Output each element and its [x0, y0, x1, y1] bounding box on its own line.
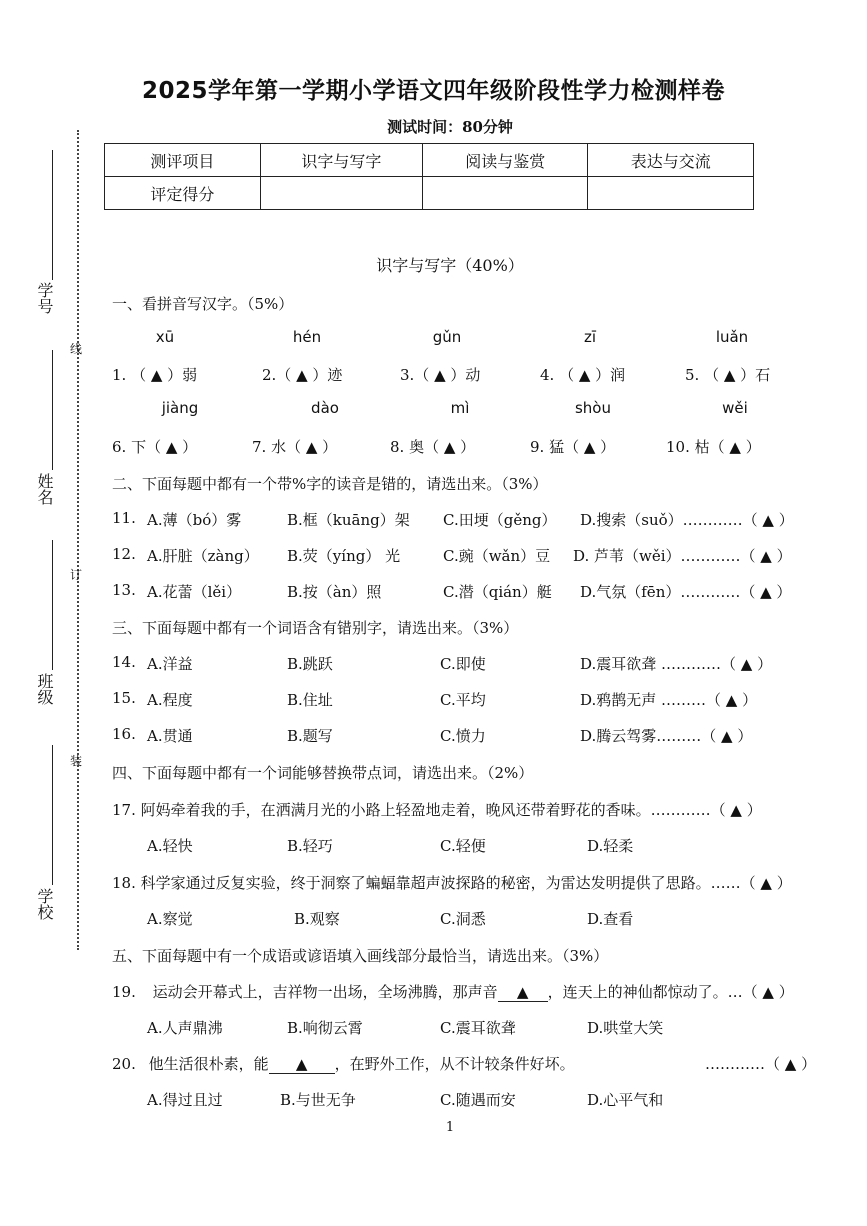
student-id-label: 学号: [35, 282, 54, 314]
question-number: 12.: [112, 545, 136, 563]
option-a[interactable]: A.察觉: [147, 910, 193, 928]
option-c[interactable]: C.田埂（gěng）: [443, 511, 557, 529]
score-input-reading[interactable]: [423, 177, 588, 210]
pinyin: luǎn: [715, 328, 749, 346]
question-stem-19[interactable]: [112, 981, 794, 1002]
score-cell-label: 评定得分: [105, 177, 261, 210]
answer-blank-q2[interactable]: 2.（ ▲ ）迹: [262, 366, 343, 384]
option-d[interactable]: D.震耳欲聋 …………（ ▲ ）: [580, 655, 773, 673]
test-duration: 测试时间：80分钟: [387, 118, 513, 136]
question-number: 14.: [112, 653, 136, 671]
option-c[interactable]: C.愤力: [440, 727, 486, 745]
pinyin: gǔn: [432, 328, 462, 346]
option-b[interactable]: B.框（kuāng）架: [287, 511, 410, 529]
binding-char-zhuang: 装: [70, 754, 83, 768]
option-b[interactable]: B.题写: [287, 727, 333, 745]
part2-heading: 二、下面每题中都有一个带%字的读音是错的，请选出来。（3%）: [112, 475, 548, 493]
option-a[interactable]: A.肝脏（zàng）: [147, 547, 259, 565]
score-cell-literacy: 识字与写字: [260, 144, 422, 177]
answer-slot-20[interactable]: …………（ ▲ ）: [705, 1055, 817, 1073]
answer-blank-q7[interactable]: 7. 水（ ▲ ）: [252, 438, 338, 456]
option-c[interactable]: C.洞悉: [440, 910, 486, 928]
answer-blank-q4[interactable]: 4. （ ▲ ）润: [540, 366, 626, 384]
score-table: [104, 143, 754, 210]
option-a[interactable]: A.洋益: [147, 655, 193, 673]
option-c[interactable]: C.随遇而安: [440, 1091, 516, 1109]
option-b[interactable]: B.按（àn）照: [287, 583, 382, 601]
option-a[interactable]: A.得过且过: [147, 1091, 223, 1109]
option-c[interactable]: C.平均: [440, 691, 486, 709]
exam-title: 2025学年第一学期小学语文四年级阶段性学力检测样卷: [141, 78, 725, 104]
pinyin: mì: [450, 399, 470, 417]
answer-blank-q10[interactable]: 10. 枯（ ▲ ）: [666, 438, 761, 456]
class-line[interactable]: [52, 540, 53, 670]
school-label: 学校: [35, 888, 54, 920]
option-a[interactable]: A.薄（bó）雾: [147, 511, 242, 529]
pinyin: dào: [311, 399, 339, 417]
score-table-score-row: [105, 177, 754, 210]
question-number: 13.: [112, 581, 136, 599]
option-d[interactable]: D.心平气和: [587, 1091, 664, 1109]
stem-after: ，在野外工作，从不计较条件好坏。: [334, 1055, 575, 1073]
option-a[interactable]: A.贯通: [147, 727, 193, 745]
option-d[interactable]: D.腾云驾雾………（ ▲ ）: [580, 727, 753, 745]
score-input-literacy[interactable]: [260, 177, 422, 210]
question-number: 20.: [112, 1055, 136, 1073]
option-b[interactable]: B.荧（yíng） 光: [287, 547, 401, 565]
option-b[interactable]: B.与世无争: [280, 1091, 356, 1109]
option-a[interactable]: A.轻快: [147, 837, 193, 855]
name-label: 姓名: [35, 473, 54, 505]
name-line[interactable]: [52, 350, 53, 470]
option-b[interactable]: B.响彻云霄: [287, 1019, 363, 1037]
stem-before: 运动会开幕式上，吉祥物一出场，全场沸腾，那声音: [152, 983, 498, 1001]
pinyin: zī: [583, 328, 597, 346]
option-d[interactable]: D.鸦鹊无声 ………（ ▲ ）: [580, 691, 758, 709]
pinyin: xū: [155, 328, 175, 346]
answer-blank-q5[interactable]: 5. （ ▲ ）石: [685, 366, 771, 384]
answer-blank-q3[interactable]: 3.（ ▲ ）动: [400, 366, 481, 384]
option-d[interactable]: D.搜索（suǒ）…………（ ▲ ）: [580, 511, 794, 529]
section-title: 识字与写字（40%）: [376, 256, 524, 275]
part5-heading: 五、下面每题中有一个成语或谚语填入画线部分最恰当，请选出来。（3%）: [112, 947, 609, 965]
answer-blank-q6[interactable]: 6. 下（ ▲ ）: [112, 438, 198, 456]
option-a[interactable]: A.程度: [147, 691, 193, 709]
page-number: 1: [445, 1120, 455, 1135]
stem-after: ，连天上的神仙都惊动了。…（ ▲ ）: [547, 983, 794, 1001]
pinyin: shòu: [574, 399, 611, 417]
question-number: 16.: [112, 725, 136, 743]
score-table-header-row: [105, 144, 754, 177]
option-c[interactable]: C.豌（wǎn）豆: [443, 547, 551, 565]
option-a[interactable]: A.花蕾（lěi）: [147, 583, 242, 601]
pinyin: hén: [292, 328, 322, 346]
option-b[interactable]: B.住址: [287, 691, 333, 709]
option-a[interactable]: A.人声鼎沸: [147, 1019, 223, 1037]
score-input-expression[interactable]: [588, 177, 754, 210]
binding-char-ding: 订: [70, 568, 83, 582]
stem-before: 他生活很朴素，能: [148, 1055, 269, 1073]
answer-blank-q1[interactable]: 1. （ ▲ ）弱: [112, 366, 198, 384]
fill-blank[interactable]: ▲: [498, 983, 548, 1002]
option-c[interactable]: C.轻便: [440, 837, 486, 855]
question-number: 15.: [112, 689, 136, 707]
answer-blank-q9[interactable]: 9. 猛（ ▲ ）: [530, 438, 616, 456]
question-number: 19.: [112, 983, 136, 1001]
score-cell-reading: 阅读与鉴赏: [423, 144, 588, 177]
part3-heading: 三、下面每题中都有一个词语含有错别字，请选出来。（3%）: [112, 619, 519, 637]
class-label: 班级: [35, 673, 54, 705]
part1-heading: 一、看拼音写汉字。（5%）: [112, 295, 294, 313]
answer-blank-q8[interactable]: 8. 奥（ ▲ ）: [390, 438, 476, 456]
binding-char-xian: 线: [70, 342, 83, 356]
score-cell-expression: 表达与交流: [588, 144, 754, 177]
question-number: 11.: [112, 509, 136, 527]
option-c[interactable]: C.即使: [440, 655, 486, 673]
school-line[interactable]: [52, 745, 53, 885]
option-c[interactable]: C.潜（qián）艇: [443, 583, 552, 601]
question-stem-17[interactable]: 17. 阿妈牵着我的手，在洒满月光的小路上轻盈地走着，晚风还带着野花的香味。…………（ ▲ ）: [112, 801, 762, 819]
fill-blank[interactable]: ▲: [269, 1055, 335, 1074]
question-stem-20[interactable]: [112, 1053, 575, 1074]
option-d[interactable]: D.查看: [587, 910, 634, 928]
part4-heading: 四、下面每题中都有一个词能够替换带点词，请选出来。（2%）: [112, 764, 534, 782]
option-c[interactable]: C.震耳欲聋: [440, 1019, 516, 1037]
option-b[interactable]: B.观察: [294, 910, 340, 928]
pinyin: jiàng: [161, 399, 199, 417]
question-stem-18[interactable]: 18. 科学家通过反复实验，终于洞察了蝙蝠靠超声波探路的秘密，为雷达发明提供了思路。……（ ▲ ）: [112, 874, 792, 892]
option-b[interactable]: B.轻巧: [287, 837, 333, 855]
option-d[interactable]: D.哄堂大笑: [587, 1019, 664, 1037]
option-b[interactable]: B.跳跃: [287, 655, 333, 673]
score-cell-item: 测评项目: [105, 144, 261, 177]
option-d[interactable]: D. 芦苇（wěi）…………（ ▲ ）: [573, 547, 792, 565]
option-d[interactable]: D.气氛（fēn）…………（ ▲ ）: [580, 583, 792, 601]
pinyin: wěi: [722, 399, 748, 417]
option-d[interactable]: D.轻柔: [587, 837, 634, 855]
